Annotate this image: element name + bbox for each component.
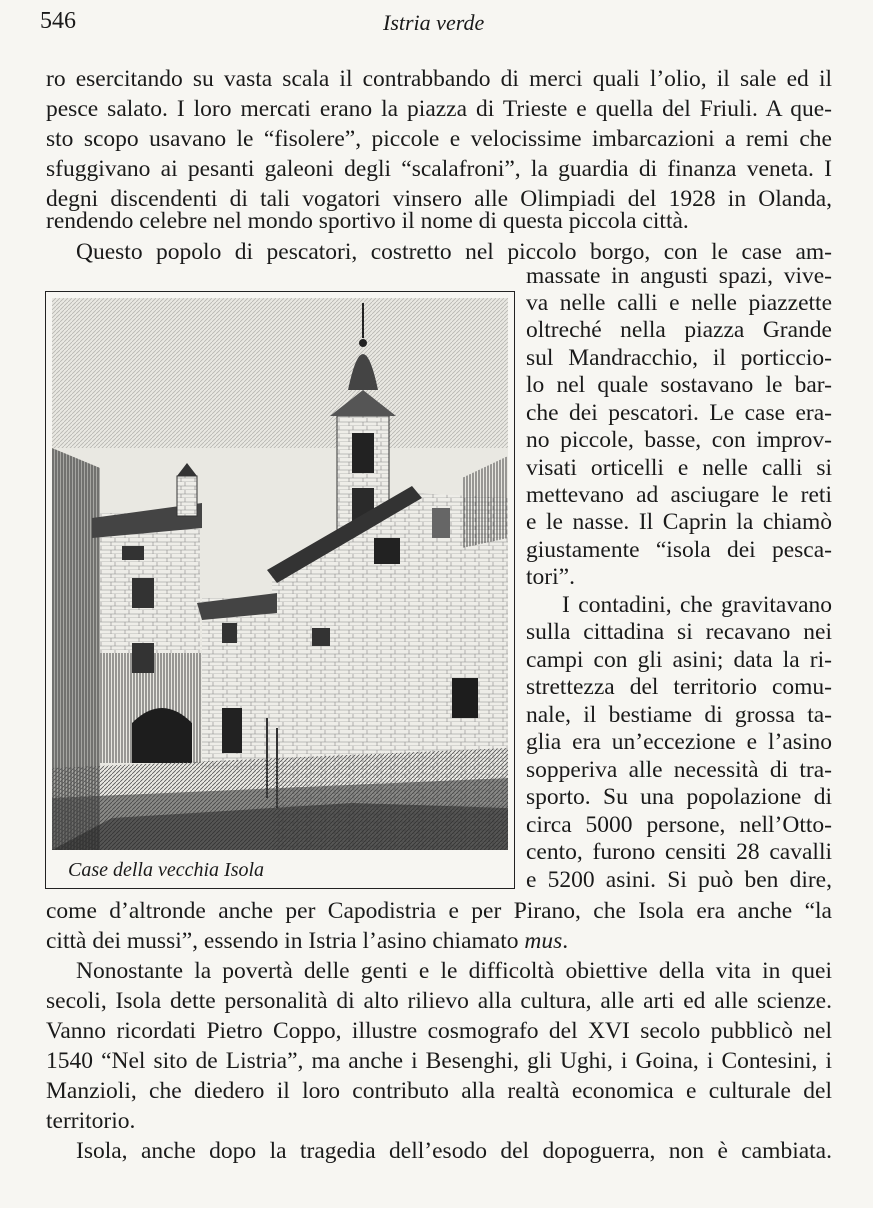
text-line: sto scopo usavano le “fisolere”, piccole e velocissime imbarcazioni a remi che <box>46 126 832 152</box>
text-line: giustamente “isola dei pesca- <box>526 537 832 563</box>
text-line: circa 5000 persone, nell’Otto- <box>526 812 832 838</box>
text-line: Nonostante la povertà delle genti e le difficoltà obiettive della vita in quei <box>76 958 832 984</box>
text-line: glia era un’eccezione e l’asino <box>526 729 832 755</box>
text-line: sul Mandracchio, il porticcio- <box>526 345 832 371</box>
text-line: massate in angusti spazi, vive- <box>526 263 832 289</box>
text-line: mettevano ad asciugare le reti <box>526 482 832 508</box>
text-line: Manzioli, che diedero il loro contributo alla realtà economica e culturale del <box>46 1078 832 1104</box>
text-line: Vanno ricordati Pietro Coppo, illustre cosmografo del XVI secolo pubblicò nel <box>46 1018 832 1044</box>
text-line: rendendo celebre nel mondo sportivo il nome di questa piccola città. <box>46 208 689 234</box>
text-line: che dei pescatori. Le case era- <box>526 400 832 426</box>
text-line: e le nasse. Il Caprin la chiamò <box>526 509 832 535</box>
italic-term: mus <box>524 928 563 954</box>
text-line <box>46 927 832 955</box>
text-line: 1540 “Nel sito de Listria”, ma anche i Besenghi, gli Ughi, i Goina, i Contesini, i <box>46 1048 832 1074</box>
text-line: va nelle calli e nelle piazzette <box>526 290 832 316</box>
text-line: sopperiva alle necessità di tra- <box>526 757 832 783</box>
text-segment: città dei mussi”, essendo in Istria l’asino chiamato <box>46 928 525 954</box>
text-line: pesce salato. I loro mercati erano la piazza di Trieste e quella del Friuli. A que- <box>46 96 832 122</box>
running-title: Istria verde <box>383 10 485 35</box>
text-line: Isola, anche dopo la tragedia dell’esodo del dopoguerra, non è cambiata. <box>76 1138 832 1164</box>
text-line: secoli, Isola dette personalità di alto rilievo alla cultura, alle arti ed alle scienze. <box>46 988 832 1014</box>
text-line: no piccole, basse, con improv- <box>526 427 832 453</box>
text-line: cento, furono censiti 28 cavalli <box>526 839 832 865</box>
text-line: sporto. Su una popolazione di <box>526 784 832 810</box>
figure <box>45 291 515 889</box>
figure-caption: Case della vecchia Isola <box>68 859 265 881</box>
text-line: ro esercitando su vasta scala il contrabbando di merci quali l’olio, il sale ed il <box>46 66 832 92</box>
text-line: campi con gli asini; data la ri- <box>526 647 832 673</box>
text-line: come d’altronde anche per Capodistria e per Pirano, che Isola era anche “la <box>46 898 832 924</box>
text-line: degni discendenti di tali vogatori vinsero alle Olimpiadi del 1928 in Olanda, <box>46 186 832 212</box>
text-line: sulla cittadina si recavano nei <box>526 619 832 645</box>
text-line: oltreché nella piazza Grande <box>526 317 832 343</box>
text-line: nale, il bestiame di grossa ta- <box>526 702 832 728</box>
text-line: tori”. <box>526 564 575 590</box>
text-segment: . <box>562 928 569 954</box>
text-line: e 5200 asini. Si può ben dire, <box>526 867 832 893</box>
text-line: territorio. <box>46 1108 136 1134</box>
text-line: sfuggivano ai pesanti galeoni degli “scalafroni”, la guardia di finanza veneta. I <box>46 156 832 182</box>
text-line: Questo popolo di pescatori, costretto nel piccolo borgo, con le case am- <box>76 239 832 265</box>
text-line: strettezza del territorio comu- <box>526 674 832 700</box>
text-line: I contadini, che gravitavano <box>562 592 832 618</box>
text-line: visati orticelli e nelle calli si <box>526 455 832 481</box>
engraving-image <box>52 298 508 850</box>
text-line: lo nel quale sostavano le bar- <box>526 372 832 398</box>
page-number: 546 <box>40 8 76 34</box>
